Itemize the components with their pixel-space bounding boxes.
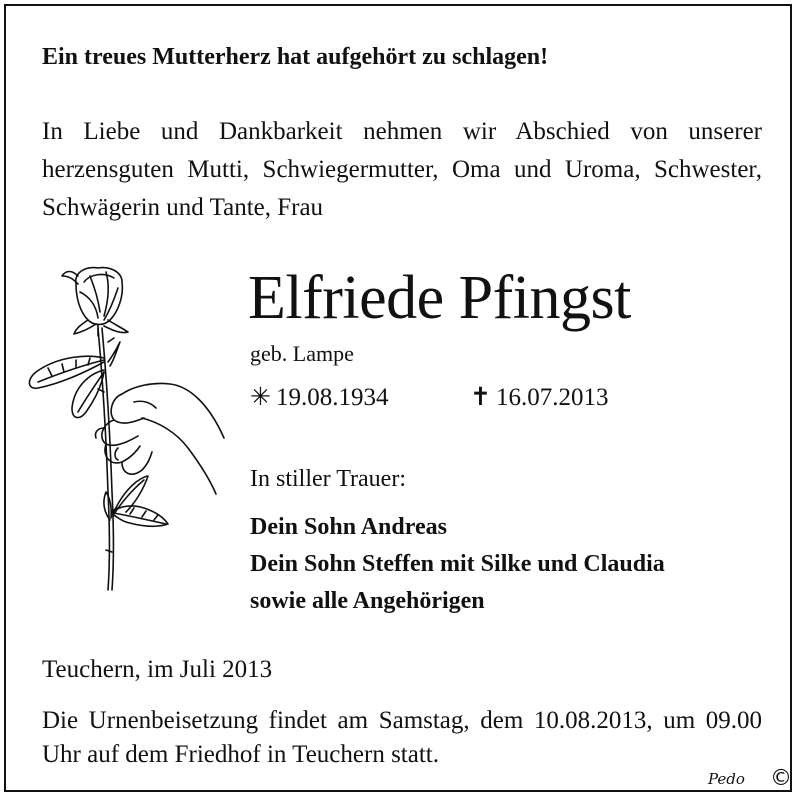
mourner-line: Dein Sohn Steffen mit Silke und Claudia: [250, 551, 665, 577]
birth-date-group: [250, 382, 389, 412]
copyright-icon: ©: [770, 766, 792, 791]
birth-star-icon: ✳: [250, 384, 271, 411]
intro-text: In Liebe und Dankbarkeit nehmen wir Abschied von unserer herzensguten Mutti, Schwiegermutter, Oma und Uroma, Schwester, Schwägerin und Tante, Frau: [42, 118, 762, 221]
deceased-name: Elfriede Pfingst: [248, 264, 631, 332]
burial-info: Die Urnenbeisetzung findet am Samstag, dem 10.08.2013, um 09.00 Uhr auf dem Friedhof in Teuchern statt.: [42, 707, 762, 768]
designer-signature: Pedo: [708, 770, 745, 788]
death-date-group: [470, 382, 609, 412]
place-date: Teuchern, im Juli 2013: [42, 656, 273, 683]
maiden-name: geb. Lampe: [250, 341, 354, 366]
headline: Ein treues Mutterherz hat aufgehört zu schlagen!: [42, 44, 549, 70]
mourners-list: [250, 509, 665, 620]
rose-bud: [62, 268, 128, 336]
rose-hand-illustration: [18, 262, 228, 597]
mourner-line: Dein Sohn Andreas: [250, 514, 447, 540]
birth-date: 19.08.1934: [276, 384, 389, 411]
death-date: 16.07.2013: [496, 384, 609, 411]
mourning-label: In stiller Trauer:: [250, 466, 406, 492]
hand: [95, 383, 224, 494]
death-cross-icon: ✝: [470, 384, 491, 411]
mourner-line: sowie alle Angehörigen: [250, 588, 485, 614]
